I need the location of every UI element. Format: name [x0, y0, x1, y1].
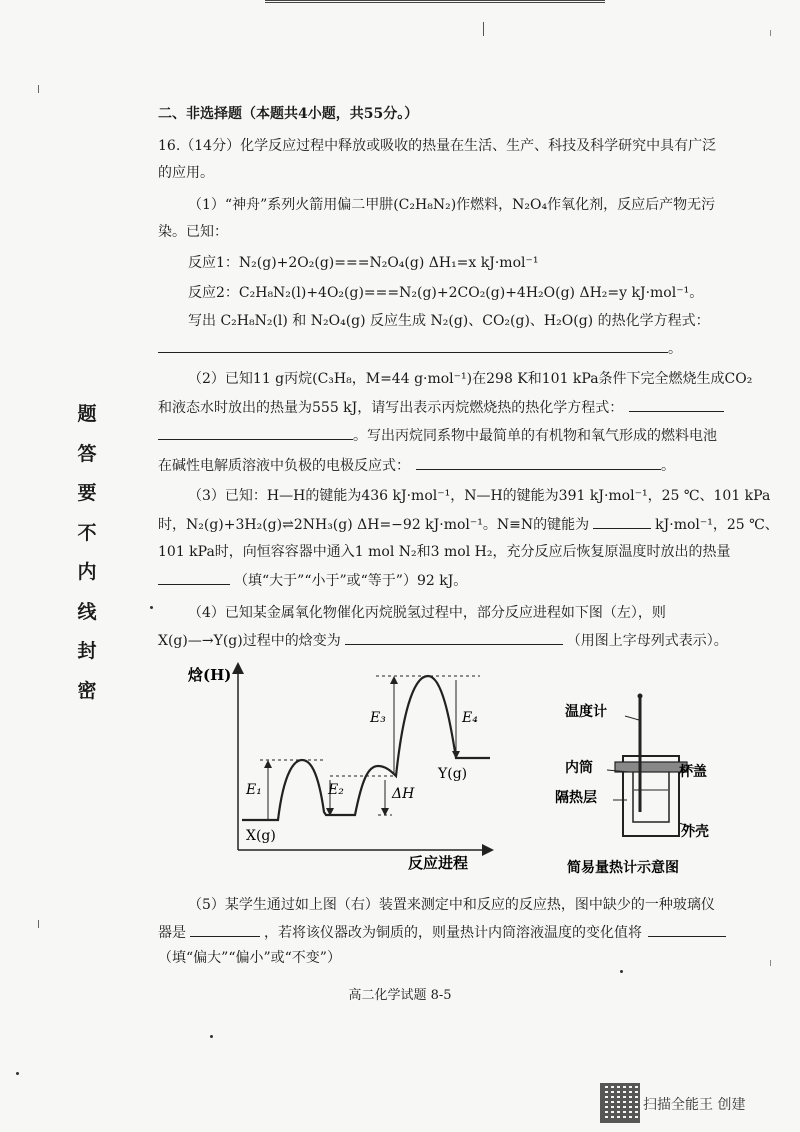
- q16-intro-line1: 16.（14分）化学反应过程中释放或吸收的热量在生活、生产、科技及科学研究中具有广泛: [158, 138, 717, 154]
- lid-label: 杯盖: [679, 764, 707, 780]
- section-title: 二、非选择题（本题共4小题，共55分。）: [158, 106, 419, 122]
- scan-speck: [150, 606, 153, 609]
- answer-blank[interactable]: [158, 570, 230, 585]
- y-axis-label: 焓(H): [188, 666, 232, 684]
- page-footer: 高二化学试题 8-5: [348, 988, 452, 1003]
- lid: [615, 762, 687, 772]
- e2-label: E₂: [328, 782, 344, 798]
- calorimeter-caption: 简易量热计示意图: [567, 860, 679, 876]
- e1-label: E₁: [246, 782, 262, 798]
- part3-line3: 101 kPa时，向恒容容器中通入1 mol N₂和3 mol H₂，充分反应后恢复原温度时放出的热量: [158, 544, 731, 560]
- part2-line4: 在碱性电解质溶液中负极的电极反应式： 。: [158, 455, 675, 476]
- part3-line1: （3）已知：H—H的键能为436 kJ·mol⁻¹，N—H的键能为391 kJ·mol⁻¹，25 ℃、101 kPa: [188, 488, 771, 504]
- part2-line2: 和液态水时放出的热量为555 kJ，请写出表示丙烷燃烧热的热化学方程式：: [158, 397, 724, 418]
- reaction-2: 反应2：C₂H₈N₂(l)+4O₂(g)===N₂(g)+2CO₂(g)+4H₂O(g) ΔH₂=y kJ·mol⁻¹。: [188, 285, 704, 301]
- qr-code: [600, 1083, 640, 1123]
- start-label: X(g): [246, 828, 276, 844]
- part1-question: 写出 C₂H₈N₂(l) 和 N₂O₄(g) 反应生成 N₂(g)、CO₂(g)、H₂O(g) 的热化学方程式：: [188, 313, 710, 329]
- end-label: Y(g): [438, 766, 468, 782]
- binding-line-notice: 题 答 要 不 内 线 封 密: [77, 403, 97, 702]
- answer-blank[interactable]: [629, 397, 724, 412]
- part3-line4: （填“大于”“小于”或“等于”）92 kJ。: [158, 570, 467, 591]
- e4-label: E₄: [462, 710, 478, 726]
- insulation-label: 隔热层: [555, 790, 597, 806]
- answer-blank[interactable]: [648, 922, 726, 937]
- scan-speck: [210, 1035, 213, 1038]
- dh-label: ΔH: [392, 786, 415, 802]
- part5-line3: （填“偏大”“偏小”或“不变”）: [158, 950, 341, 966]
- part2-line3: 。写出丙烷同系物中最简单的有机物和氧气形成的燃料电池: [158, 425, 717, 446]
- scan-edge-mark: [770, 960, 771, 966]
- e3-label: E₃: [370, 710, 386, 726]
- scan-edge-mark: [38, 85, 39, 93]
- part2-line1: （2）已知11 g丙烷(C₃H₈，M=44 g·mol⁻¹)在298 K和101 kPa条件下完全燃烧生成CO₂: [188, 371, 753, 387]
- part4-line2: X(g)—→Y(g)过程中的焓变为 （用图上字母列式表示）。: [158, 630, 728, 651]
- scan-edge-mark: [770, 30, 771, 36]
- scan-speck: [16, 1072, 19, 1075]
- answer-blank[interactable]: [345, 630, 563, 645]
- answer-blank[interactable]: [158, 425, 353, 440]
- answer-blank[interactable]: [593, 514, 651, 529]
- scan-edge-mark: [38, 920, 39, 928]
- answer-blank[interactable]: [158, 338, 668, 353]
- answer-blank[interactable]: [190, 922, 260, 937]
- enthalpy-diagram: [180, 660, 500, 870]
- thermometer-label: 温度计: [565, 704, 607, 720]
- energy-curve: [242, 676, 490, 820]
- part1-line2: 染。已知：: [158, 224, 228, 240]
- reaction-1: 反应1：N₂(g)+2O₂(g)===N₂O₄(g) ΔH₁=x kJ·mol⁻¹: [188, 255, 539, 271]
- scan-speck: [620, 970, 623, 973]
- q16-intro-line2: 的应用。: [158, 165, 214, 181]
- outer-shell-label: 外壳: [681, 824, 709, 840]
- top-dashed-edge: [265, 0, 605, 6]
- scanner-watermark: 扫描全能王 创建: [643, 1097, 746, 1113]
- part3-line2: 时，N₂(g)+3H₂(g)⇌2NH₃(g) ΔH=−92 kJ·mol⁻¹。N≡N的键能为 kJ·mol⁻¹，25 ℃、: [158, 514, 779, 535]
- x-axis-label: 反应进程: [408, 854, 469, 870]
- part5-line2: 器是 ，若将该仪器改为铜质的，则量热计内筒溶液温度的变化值将: [158, 922, 726, 943]
- part1-line1: （1）“神舟”系列火箭用偏二甲肼(C₂H₈N₂)作燃料，N₂O₄作氧化剂，反应后产物无污: [188, 197, 716, 213]
- scan-mark: [483, 22, 484, 36]
- answer-blank[interactable]: [416, 455, 661, 470]
- inner-cup: [633, 770, 669, 822]
- calorimeter-diagram: [555, 690, 725, 880]
- inner-cup-label: 内筒: [565, 760, 593, 776]
- part5-line1: （5）某学生通过如上图（右）装置来测定中和反应的反应热，图中缺少的一种玻璃仪: [188, 897, 715, 913]
- part1-answer-line: 。: [158, 338, 682, 359]
- part4-line1: （4）已知某金属氧化物催化丙烷脱氢过程中，部分反应进程如下图（左），则: [188, 605, 666, 621]
